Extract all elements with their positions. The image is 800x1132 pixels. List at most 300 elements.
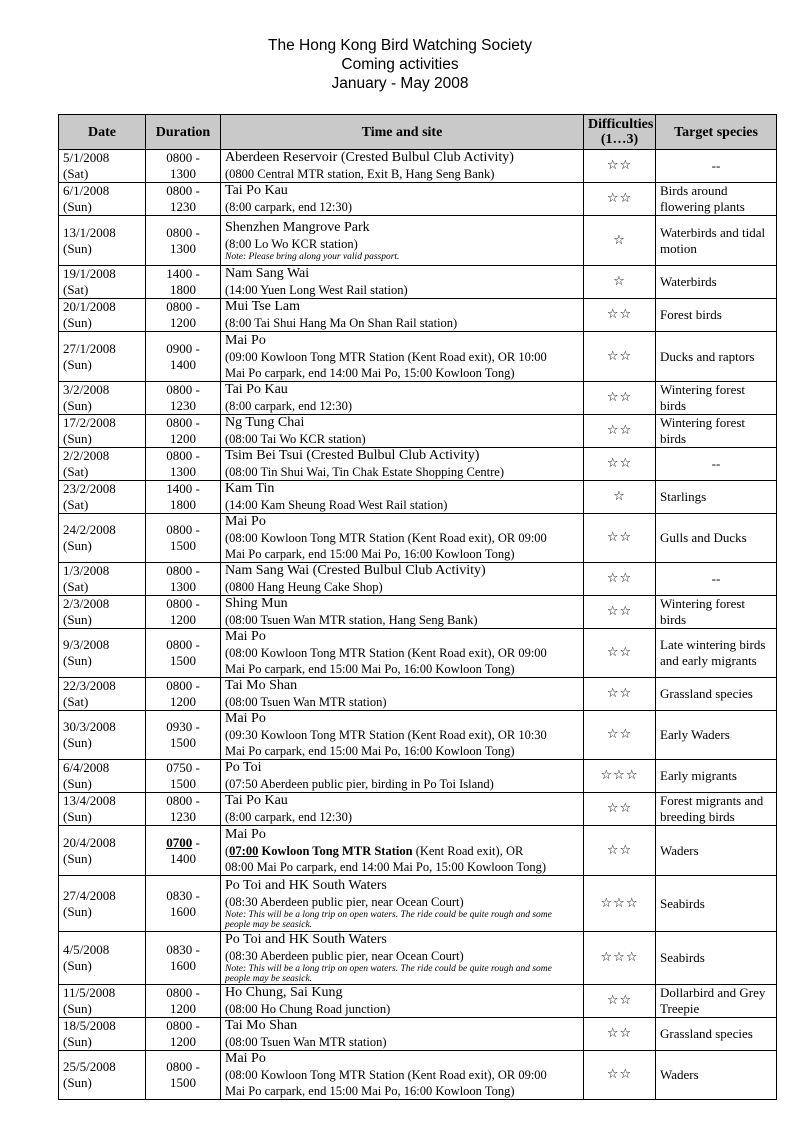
meeting-station: Kowloon Tong MTR Station	[258, 843, 413, 858]
site-name: Nam Sang Wai	[225, 266, 310, 281]
duration-cell	[146, 793, 221, 826]
meeting-details: (8:00 carpark, end 12:30)	[225, 200, 353, 214]
table-row	[59, 382, 777, 415]
site-cell	[221, 183, 584, 216]
activity-day: (Sat)	[63, 166, 89, 181]
table-row	[59, 711, 777, 760]
duration-cell	[146, 596, 221, 629]
date-cell	[59, 629, 146, 678]
activity-date: 6/1/2008	[63, 183, 110, 198]
activity-date: 20/1/2008	[63, 299, 116, 314]
activity-day: (Sun)	[63, 240, 92, 256]
date-cell	[59, 266, 146, 299]
activity-day: (Sun)	[63, 612, 92, 627]
difficulty-stars: ☆☆	[584, 678, 656, 711]
table-row	[59, 481, 777, 514]
table-row	[59, 332, 777, 382]
activity-day: (Sun)	[63, 850, 92, 866]
activity-date: 17/2/2008	[63, 415, 116, 430]
table-row	[59, 266, 777, 299]
meeting-details: (08:00 Kowloon Tong MTR Station (Kent Road exit), OR 09:00	[225, 646, 547, 660]
activity-date: 3/2/2008	[63, 382, 110, 397]
table-row	[59, 299, 777, 332]
activity-day: (Sun)	[63, 735, 92, 750]
difficulty-stars: ☆☆	[584, 382, 656, 415]
difficulty-stars: ☆☆	[584, 332, 656, 382]
duration-end: 1230	[170, 398, 196, 413]
duration-cell	[146, 216, 221, 266]
duration-start: 0800 -	[166, 1059, 200, 1074]
meeting-details: (8:00 carpark, end 12:30)	[225, 810, 353, 824]
duration-cell	[146, 1051, 221, 1100]
duration-start: 0800 -	[166, 299, 200, 314]
difficulty-scale: (1…3)	[600, 132, 639, 147]
duration-end: 1500	[170, 776, 196, 791]
date-cell	[59, 448, 146, 481]
site-cell	[221, 629, 584, 678]
meeting-details: (08:00 Tai Wo KCR station)	[225, 432, 366, 446]
duration-start: 0800 -	[166, 224, 200, 240]
site-name: Tai Po Kau	[225, 183, 288, 198]
target-species: Starlings	[656, 481, 777, 514]
site-cell	[221, 563, 584, 596]
difficulty-stars: ☆☆	[584, 629, 656, 678]
target-species: Wintering forest birds	[656, 596, 777, 629]
target-species: Wintering forest birds	[656, 415, 777, 448]
target-species: Dollarbird and Grey Treepie	[656, 985, 777, 1018]
col-header-difficulty	[584, 115, 656, 150]
site-name: Ho Chung, Sai Kung	[225, 985, 343, 1000]
table-row	[59, 932, 777, 985]
duration-cell	[146, 332, 221, 382]
table-row	[59, 876, 777, 932]
col-header-site: Time and site	[221, 115, 584, 150]
site-name: Shing Mun	[225, 596, 288, 611]
duration-end: 1300	[170, 166, 196, 181]
meeting-details: (09:00 Kowloon Tong MTR Station (Kent Road exit), OR 10:00	[225, 349, 547, 364]
meeting-details: (08:30 Aberdeen public pier, near Ocean Court)	[225, 949, 464, 963]
activity-day: (Sun)	[63, 398, 92, 413]
duration-start: 0800 -	[166, 1018, 200, 1033]
duration-start: 0800 -	[166, 793, 200, 808]
target-species: Early migrants	[656, 760, 777, 793]
table-row	[59, 150, 777, 183]
activity-date: 27/4/2008	[63, 887, 116, 903]
duration-start: 0800 -	[166, 596, 200, 611]
duration-cell	[146, 629, 221, 678]
target-species: Forest birds	[656, 299, 777, 332]
difficulty-stars: ☆☆☆	[584, 876, 656, 932]
difficulty-stars: ☆☆	[584, 514, 656, 563]
duration-end: 1300	[170, 464, 196, 479]
col-header-date: Date	[59, 115, 146, 150]
duration-cell	[146, 985, 221, 1018]
duration-end: 1600	[170, 903, 196, 919]
meeting-details: (08:00 Kowloon Tong MTR Station (Kent Road exit), OR 09:00	[225, 1068, 547, 1082]
duration-start: 0800 -	[166, 985, 200, 1000]
table-row	[59, 1051, 777, 1100]
site-cell	[221, 932, 584, 985]
meeting-point-line	[225, 843, 579, 859]
activities-table	[58, 114, 777, 1100]
duration-end: 1800	[170, 497, 196, 512]
meeting-details: (09:30 Kowloon Tong MTR Station (Kent Road exit), OR 10:30	[225, 728, 547, 742]
activity-date: 1/3/2008	[63, 563, 110, 578]
date-cell	[59, 514, 146, 563]
duration-end: 1500	[170, 653, 196, 668]
site-cell	[221, 826, 584, 876]
site-name: Mai Po	[225, 629, 266, 644]
activity-date: 2/2/2008	[63, 448, 110, 463]
site-cell	[221, 481, 584, 514]
meeting-details: (08:30 Aberdeen public pier, near Ocean Court)	[225, 894, 464, 909]
difficulty-stars: ☆☆	[584, 793, 656, 826]
activity-note: Note: This will be a long trip on open waters. The ride could be quite rough and some people may be seasick.	[225, 909, 552, 930]
duration-cell	[146, 299, 221, 332]
duration-end: 1200	[170, 1034, 196, 1049]
duration-end: 1600	[170, 958, 196, 973]
meeting-details: 08:00 Mai Po carpark, end 14:00 Mai Po, 15:00 Kowloon Tong)	[225, 859, 547, 874]
meeting-details: Mai Po carpark, end 15:00 Mai Po, 16:00 Kowloon Tong)	[225, 662, 515, 676]
activity-date: 4/5/2008	[63, 942, 110, 957]
difficulty-stars: ☆☆	[584, 985, 656, 1018]
activity-day: (Sun)	[63, 431, 92, 446]
document-header	[0, 36, 800, 93]
activity-day: (Sat)	[63, 464, 89, 479]
activity-date: 2/3/2008	[63, 596, 110, 611]
activity-day: (Sat)	[63, 282, 89, 297]
date-cell	[59, 563, 146, 596]
site-cell	[221, 332, 584, 382]
site-name: Mai Po	[225, 1051, 266, 1066]
col-header-target: Target species	[656, 115, 777, 150]
target-species: Birds around flowering plants	[656, 183, 777, 216]
duration-end: 1400	[170, 850, 196, 866]
duration-end: 1300	[170, 240, 196, 256]
date-cell	[59, 332, 146, 382]
activity-day: (Sun)	[63, 1034, 92, 1049]
site-name: Mui Tse Lam	[225, 299, 300, 314]
target-species: Waders	[656, 826, 777, 876]
site-name: Nam Sang Wai (Crested Bulbul Club Activity)	[225, 563, 486, 578]
activity-day: (Sat)	[63, 579, 89, 594]
meeting-time: 07:00	[229, 843, 259, 858]
site-cell	[221, 760, 584, 793]
site-cell	[221, 448, 584, 481]
table-row	[59, 629, 777, 678]
site-cell	[221, 514, 584, 563]
meeting-details: (08:00 Tsuen Wan MTR station)	[225, 1035, 387, 1049]
activity-day: (Sun)	[63, 776, 92, 791]
duration-cell	[146, 760, 221, 793]
header-subtitle: Coming activities	[341, 56, 459, 73]
target-species: Waders	[656, 1051, 777, 1100]
duration-cell	[146, 150, 221, 183]
duration-start: 1400 -	[166, 266, 200, 281]
meeting-exit: (Kent Road exit), OR	[412, 843, 524, 858]
table-row	[59, 596, 777, 629]
meeting-details: (08:00 Tin Shui Wai, Tin Chak Estate Shopping Centre)	[225, 465, 504, 479]
duration-start: 0800 -	[166, 678, 200, 693]
site-cell	[221, 793, 584, 826]
site-cell	[221, 1051, 584, 1100]
date-cell	[59, 760, 146, 793]
site-name: Shenzhen Mangrove Park	[225, 219, 370, 235]
site-cell	[221, 415, 584, 448]
duration-cell	[146, 514, 221, 563]
date-cell	[59, 481, 146, 514]
activity-date: 13/4/2008	[63, 793, 116, 808]
site-cell	[221, 1018, 584, 1051]
duration-start: 0830 -	[166, 887, 200, 903]
duration-cell	[146, 932, 221, 985]
table-row	[59, 514, 777, 563]
site-name: Mai Po	[225, 826, 266, 842]
target-species: Seabirds	[656, 876, 777, 932]
meeting-details: (14:00 Yuen Long West Rail station)	[225, 283, 408, 297]
target-species: Early Waders	[656, 711, 777, 760]
difficulty-stars: ☆	[584, 216, 656, 266]
duration-start	[150, 835, 216, 851]
date-cell	[59, 216, 146, 266]
difficulty-stars: ☆☆☆	[584, 932, 656, 985]
activity-note: Note: This will be a long trip on open waters. The ride could be quite rough and some people may be seasick.	[225, 964, 552, 984]
meeting-details: Mai Po carpark, end 15:00 Mai Po, 16:00 Kowloon Tong)	[225, 547, 515, 561]
difficulty-stars: ☆☆	[584, 1018, 656, 1051]
duration-start-time: 0700	[166, 834, 193, 850]
activity-day: (Sun)	[63, 903, 92, 919]
difficulty-stars: ☆☆	[584, 711, 656, 760]
activity-date: 24/2/2008	[63, 522, 116, 537]
duration-cell	[146, 266, 221, 299]
meeting-details: (07:50 Aberdeen public pier, birding in Po Toi Island)	[225, 777, 494, 791]
site-cell	[221, 216, 584, 266]
duration-dash: -	[192, 834, 200, 850]
activity-day: (Sun)	[63, 958, 92, 973]
activity-day: (Sat)	[63, 497, 89, 512]
target-species: Waterbirds and tidal motion	[656, 216, 777, 266]
duration-end: 1200	[170, 612, 196, 627]
site-cell	[221, 382, 584, 415]
duration-cell	[146, 678, 221, 711]
site-name: Kam Tin	[225, 481, 275, 496]
duration-end: 1230	[170, 199, 196, 214]
table-header-row	[59, 115, 777, 150]
activity-day: (Sun)	[63, 538, 92, 553]
activity-day: (Sun)	[63, 653, 92, 668]
duration-end: 1500	[170, 735, 196, 750]
site-name: Mai Po	[225, 332, 266, 348]
difficulty-stars: ☆☆	[584, 150, 656, 183]
site-cell	[221, 711, 584, 760]
site-name: Po Toi and HK South Waters	[225, 877, 387, 893]
date-cell	[59, 711, 146, 760]
activity-date: 22/3/2008	[63, 678, 116, 693]
society-name: The Hong Kong Bird Watching Society	[268, 37, 532, 54]
date-cell	[59, 876, 146, 932]
site-name: Tsim Bei Tsui (Crested Bulbul Club Activity)	[225, 448, 480, 463]
meeting-details: (08:00 Tsuen Wan MTR station)	[225, 695, 387, 709]
date-cell	[59, 1051, 146, 1100]
duration-start: 0800 -	[166, 415, 200, 430]
meeting-details: (0800 Hang Heung Cake Shop)	[225, 580, 383, 594]
activity-day: (Sun)	[63, 1075, 92, 1090]
duration-start: 0800 -	[166, 563, 200, 578]
target-species: --	[656, 448, 777, 481]
target-species: Late wintering birds and early migrants	[656, 629, 777, 678]
duration-start: 0800 -	[166, 183, 200, 198]
duration-end: 1200	[170, 1001, 196, 1016]
site-name: Tai Po Kau	[225, 382, 288, 397]
activity-date: 11/5/2008	[63, 985, 116, 1000]
activity-date: 27/1/2008	[63, 340, 116, 356]
activity-date: 19/1/2008	[63, 266, 116, 281]
duration-start: 0800 -	[166, 150, 200, 165]
col-header-duration: Duration	[146, 115, 221, 150]
table-row	[59, 415, 777, 448]
duration-start: 0830 -	[166, 942, 200, 957]
meeting-details: Mai Po carpark, end 15:00 Mai Po, 16:00 Kowloon Tong)	[225, 744, 515, 758]
table-row	[59, 563, 777, 596]
target-species: Grassland species	[656, 1018, 777, 1051]
duration-start: 0930 -	[166, 719, 200, 734]
activity-date: 9/3/2008	[63, 637, 110, 652]
duration-start: 1400 -	[166, 481, 200, 496]
target-species: Gulls and Ducks	[656, 514, 777, 563]
activity-date: 5/1/2008	[63, 150, 110, 165]
site-name: Aberdeen Reservoir (Crested Bulbul Club Activity)	[225, 150, 514, 165]
duration-start: 0900 -	[166, 340, 200, 356]
site-name: Ng Tung Chai	[225, 415, 305, 430]
duration-end: 1500	[170, 1075, 196, 1090]
duration-start: 0800 -	[166, 522, 200, 537]
table-row	[59, 1018, 777, 1051]
table-row	[59, 760, 777, 793]
table-row	[59, 216, 777, 266]
duration-end: 1500	[170, 538, 196, 553]
activity-day: (Sun)	[63, 809, 92, 824]
site-cell	[221, 596, 584, 629]
activity-date: 20/4/2008	[63, 834, 116, 850]
target-species: Grassland species	[656, 678, 777, 711]
difficulty-stars: ☆☆	[584, 1051, 656, 1100]
date-cell	[59, 150, 146, 183]
date-cell	[59, 183, 146, 216]
duration-cell	[146, 382, 221, 415]
duration-cell	[146, 448, 221, 481]
duration-cell	[146, 563, 221, 596]
site-name: Tai Mo Shan	[225, 678, 298, 693]
activity-day: (Sun)	[63, 356, 92, 372]
duration-end: 1200	[170, 694, 196, 709]
date-cell	[59, 1018, 146, 1051]
difficulty-stars: ☆☆	[584, 299, 656, 332]
site-cell	[221, 678, 584, 711]
duration-start: 0800 -	[166, 637, 200, 652]
meeting-details: (8:00 carpark, end 12:30)	[225, 399, 353, 413]
meeting-details: (14:00 Kam Sheung Road West Rail station)	[225, 498, 448, 512]
difficulty-stars: ☆	[584, 481, 656, 514]
date-cell	[59, 382, 146, 415]
target-species: Ducks and raptors	[656, 332, 777, 382]
activity-date: 18/5/2008	[63, 1018, 116, 1033]
difficulty-stars: ☆☆	[584, 448, 656, 481]
meeting-details: Mai Po carpark, end 15:00 Mai Po, 16:00 Kowloon Tong)	[225, 1084, 515, 1098]
activity-note: Note: Please bring along your valid passport.	[225, 251, 400, 262]
meeting-details: Mai Po carpark, end 14:00 Mai Po, 15:00 Kowloon Tong)	[225, 365, 515, 380]
difficulty-stars: ☆	[584, 266, 656, 299]
duration-end: 1300	[170, 579, 196, 594]
date-cell	[59, 678, 146, 711]
activity-date: 6/4/2008	[63, 760, 110, 775]
site-name: Po Toi and HK South Waters	[225, 932, 387, 947]
site-cell	[221, 299, 584, 332]
meeting-details: (08:00 Tsuen Wan MTR station, Hang Seng Bank)	[225, 613, 478, 627]
duration-end: 1230	[170, 809, 196, 824]
date-cell	[59, 596, 146, 629]
duration-start: 0750 -	[166, 760, 200, 775]
site-cell	[221, 985, 584, 1018]
target-species: Waterbirds	[656, 266, 777, 299]
table-row	[59, 448, 777, 481]
difficulty-stars: ☆☆	[584, 596, 656, 629]
activity-day: (Sun)	[63, 315, 92, 330]
duration-start: 0800 -	[166, 448, 200, 463]
activity-date: 30/3/2008	[63, 719, 116, 734]
target-species: --	[656, 563, 777, 596]
difficulty-stars: ☆☆☆	[584, 760, 656, 793]
activity-date: 13/1/2008	[63, 224, 116, 240]
duration-end: 1200	[170, 431, 196, 446]
activity-date: 23/2/2008	[63, 481, 116, 496]
table-row	[59, 793, 777, 826]
meeting-details: (8:00 Tai Shui Hang Ma On Shan Rail station)	[225, 316, 458, 330]
duration-cell	[146, 711, 221, 760]
duration-cell	[146, 1018, 221, 1051]
target-species: --	[656, 150, 777, 183]
activity-day: (Sat)	[63, 694, 89, 709]
activity-day: (Sun)	[63, 1001, 92, 1016]
open-paren: (	[225, 843, 230, 858]
duration-end: 1400	[170, 356, 196, 372]
activity-date: 25/5/2008	[63, 1059, 116, 1074]
site-name: Tai Po Kau	[225, 793, 288, 808]
target-species: Forest migrants and breeding birds	[656, 793, 777, 826]
duration-end: 1200	[170, 315, 196, 330]
duration-cell	[146, 481, 221, 514]
site-cell	[221, 876, 584, 932]
date-range: January - May 2008	[331, 75, 469, 92]
duration-cell	[146, 876, 221, 932]
duration-end: 1800	[170, 282, 196, 297]
activity-day: (Sun)	[63, 199, 92, 214]
site-cell	[221, 266, 584, 299]
site-name: Tai Mo Shan	[225, 1018, 298, 1033]
target-species: Seabirds	[656, 932, 777, 985]
site-cell	[221, 150, 584, 183]
date-cell	[59, 299, 146, 332]
table-row	[59, 826, 777, 876]
date-cell	[59, 932, 146, 985]
meeting-details: (8:00 Lo Wo KCR station)	[225, 236, 358, 251]
table-row	[59, 183, 777, 216]
table-row	[59, 985, 777, 1018]
date-cell	[59, 415, 146, 448]
target-species: Wintering forest birds	[656, 382, 777, 415]
difficulty-stars: ☆☆	[584, 826, 656, 876]
difficulty-stars: ☆☆	[584, 183, 656, 216]
duration-start: 0800 -	[166, 382, 200, 397]
